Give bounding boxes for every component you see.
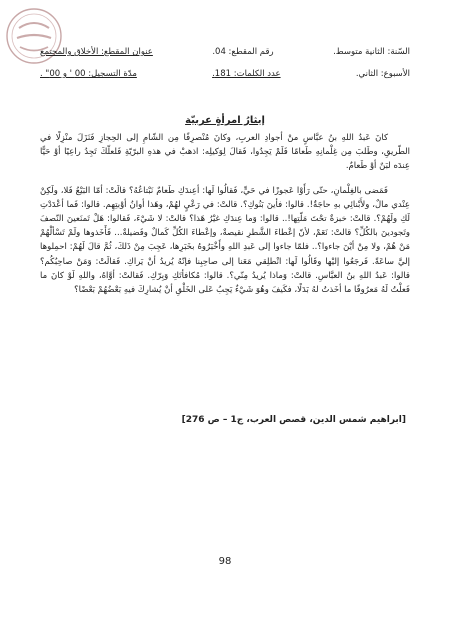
text-title: إيثارُ امرأةٍ عربيّة bbox=[185, 115, 265, 126]
source-citation: [ابراهيم شمس الدين، قصص العرب، ج1 – ص 276] bbox=[181, 415, 406, 425]
word-count: عدد الكلمات: 181. bbox=[212, 69, 281, 79]
segment-title: عنوان المقطع: الأخلاق والمجتمع bbox=[40, 47, 153, 57]
text-body bbox=[40, 131, 410, 307]
page-number: 98 bbox=[218, 556, 232, 567]
recording-duration: مدّة التسجيل: 00 ' و 00" . bbox=[40, 69, 137, 79]
segment-number: رقم المقطع: 04. bbox=[212, 47, 274, 57]
header-row-1 bbox=[40, 41, 410, 63]
header-block bbox=[40, 41, 410, 85]
paragraph-2: فَمَضى بالغِلْمانِ، حتّى رَأَوْا عَجوزًا في حَيٍّ، فَقالُوا لَها: أعِندَكِ طَعامٌ نَبْتاعُهُ؟ قالَتْ: أمّا البَيْعُ فَلا، ولَكِنْ عِنْدي مالٌ، ولأَبْنائِي بهِ حاجَةٌ!. قالوا: فأينَ بَنُوكِ؟. قالتْ: في رَعْيٍ لهُمْ، وهَذا أوانُ أوْبتِهِم. قالوا: فَما أعْدَدْتِ لَكِ ولَهُمْ؟. قالتْ: خبزةٌ تحْتَ مَلّتِها!.. قالوا: وَما عِندَكِ غيْرُ هَذا؟ قالتْ: لا شَيْءَ، فَقالوا: هَلْ تَمنَعينَ النّصفَ وتَجودينَ بالكُلِّ؟ قالتْ: نَعَمْ، لأنّ إعْطاءَ الشَّطرِ نقيصةٌ، وإعْطاءَ الكُلِّ كَمالٌ وفَضيلةٌ... فَأَخَذوها ولَمْ تَسْألْهُمْ مَنْ هُمْ، ولا مِنْ أيْنَ جاءوا؟.. فلمّا جاءوا إلى عَبدِ اللهِ وأَخْبَرُوهُ بخَبَرِها، عَجِبَ مِنْ ذَلكَ، ثُمَّ قالَ لَهُمْ: احمِلوها إليَّ ساعَةً. فَرجَعُوا إليْها وقَالُوا لَها: انْطلِقي مَعَنا إلى صاحِبِنا فإنّهُ يُريدُ أنْ يَراكِ. فَقالَتْ: وَمَنْ صاحِبُكُم؟ قالوا: عَبدُ اللهِ بنُ العبَّاسِ. قالتْ: وَماذا يُريدُ مِنّي؟. قالوا: مُكافأتَكِ وَبِرّكِ. فَقالتْ: أوَّاهُ، واللهِ لَوْ كانَ ما فَعلْتُ لَهُ مَعرُوفًا ما أخَذتُ لهُ بَدَلًا، فكَيفَ وهُوَ شَيْءٌ يَجِبُ عَلى الخَلْقِ أنْ يُشارِكَ فيهِ بَعْضُهُمْ بَعْضًا؟ bbox=[40, 185, 410, 296]
paragraph-1: كانَ عَبدُ اللهِ بنُ عبَّاسٍ منْ أجوادِ العربِ، وكانَ مُنْصرِفًا مِن الشّامِ إلى الحِجازِ فَنَزَلَ منْزِلًا في الطّريقِ، وطَلبَ مِن غِلْمانِهِ طَعامًا فَلَمْ يَجِدُوا، فَقالَ لِوَكيلِه: اذهبْ في هذهِ البرّيّةِ فَلعلّكَ تَجِدُ راعِيًا أوْ حَيًّا عِندَه لبَنٌ أوْ طَعامٌ. bbox=[40, 133, 410, 172]
week-label: الأسبوع: الثاني. bbox=[355, 69, 410, 79]
header-row-2 bbox=[40, 63, 410, 85]
level-label: السّنة: الثانية متوسط. bbox=[333, 47, 410, 57]
